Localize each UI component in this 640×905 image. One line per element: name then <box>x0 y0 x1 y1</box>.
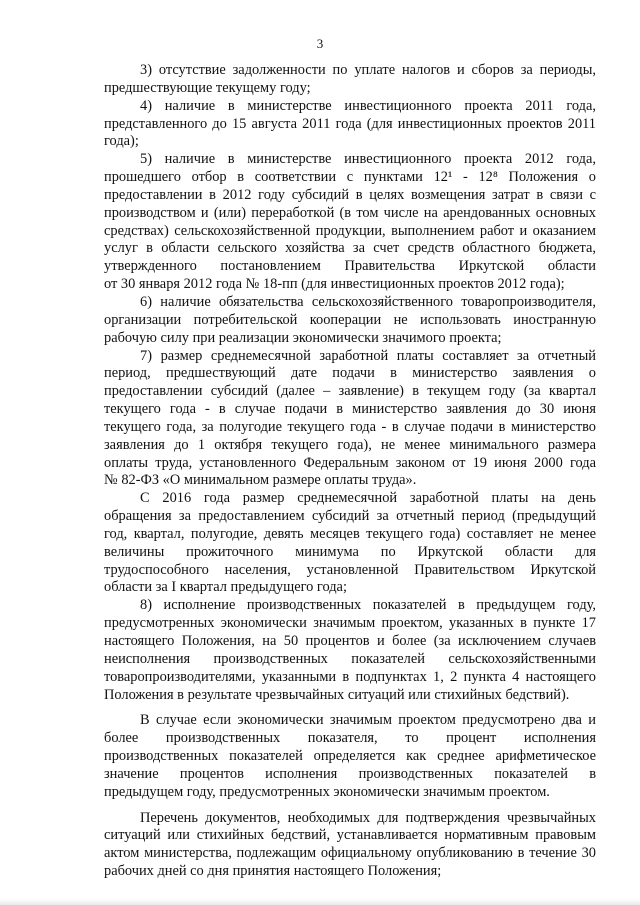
paragraph-p3 <box>104 62 596 98</box>
text-line: неисполнения производственных показателей сельскохозяйственными <box>104 650 596 667</box>
text-line: производством и (или) переработкой (в том числе на арендованных основных <box>104 204 596 221</box>
paragraph-p7 <box>104 348 596 491</box>
text-line: представленного до 15 августа 2011 года (для инвестиционных проектов 2011 <box>104 115 596 132</box>
text-line: 8) исполнение производственных показателей в предыдущем году, <box>140 597 596 614</box>
text-line: № 82-ФЗ «О минимальном размере оплаты труда». <box>104 472 417 489</box>
text-line: В случае если экономически значимым проектом предусмотрено два и <box>140 712 596 729</box>
paragraph-p4 <box>104 98 596 152</box>
text-line: значение процентов исполнения производственных показателей в <box>104 765 596 782</box>
paragraph-p6 <box>104 294 596 348</box>
text-line: предшествующие текущему году; <box>104 79 311 96</box>
text-line: трудоспособного населения, установленной Правительством Иркутской <box>104 561 596 578</box>
text-line: рабочих дней со дня принятия настоящего Положения; <box>104 863 442 880</box>
text-line: текущего года, за полугодие текущего года - в случае подачи в министерство <box>104 418 596 435</box>
text-line: производственных показателей определяется как среднее арифметическое <box>104 748 596 765</box>
text-line: период, предшествующий дате подачи в министерство заявления о <box>104 365 596 382</box>
text-line: средствах) сельскохозяйственной продукции, выполнением работ и оказанием <box>104 222 596 239</box>
text-line: предусмотренных экономически значимым проектом, указанных в пункте 17 <box>104 615 596 632</box>
text-line: Перечень документов, необходимых для подтверждения чрезвычайных <box>140 809 596 826</box>
text-line: текущего года - в случае подачи в министерство заявления до 30 июня <box>104 401 596 418</box>
text-line: от 30 января 2012 года № 18-пп (для инвестиционных проектов 2012 года); <box>104 276 565 293</box>
text-line: прошедшего отбор в соответствии с пунктами 12¹ - 12⁸ Положения о <box>104 169 596 186</box>
text-line: услуг в области сельского хозяйства за счет средств областного бюджета, <box>104 240 596 257</box>
text-line: организации потребительской кооперации не использовать иностранную <box>104 311 596 328</box>
paragraph-p8 <box>104 597 596 704</box>
text-line: утвержденного постановлением Правительства Иркутской области <box>104 258 596 275</box>
text-line: года); <box>104 133 139 150</box>
text-line: ситуаций или стихийных бедствий, устанавливается нормативным правовым <box>104 827 596 844</box>
paragraph-p7b <box>104 490 596 597</box>
document-body <box>104 62 596 881</box>
text-line: 4) наличие в министерстве инвестиционного проекта 2011 года, <box>140 97 596 114</box>
text-line: величины прожиточного минимума по Иркутской области для <box>104 543 596 560</box>
text-line: актом министерства, подлежащим официальному опубликованию в течение 30 <box>104 845 596 862</box>
text-line: С 2016 года размер среднемесячной заработной платы на день <box>140 490 596 507</box>
text-line: 3) отсутствие задолженности по уплате налогов и сборов за периоды, <box>140 62 596 78</box>
text-line: 6) наличие обязательства сельскохозяйственного товаропроизводителя, <box>140 293 596 310</box>
text-line: оплаты труда, установленного Федеральным законом от 19 июня 2000 года <box>104 454 596 471</box>
page-number: 3 <box>316 36 324 51</box>
text-line: 7) размер среднемесячной заработной платы составляет за отчетный <box>140 347 596 364</box>
paragraph-p10 <box>104 810 596 881</box>
text-line: год, квартал, полугодие, девять месяцев текущего года) составляет не менее <box>104 525 596 542</box>
text-line: предоставлении субсидий (далее – заявление) в текущем году (за квартал <box>104 383 596 400</box>
text-line: рабочую силу при реализации экономически значимого проекта; <box>104 329 502 346</box>
scan-edge <box>0 899 640 905</box>
text-line: заявления до 1 октября текущего года), не менее минимального размера <box>104 436 596 453</box>
text-line: области за I квартал предыдущего года; <box>104 579 347 596</box>
text-line: более производственных показателя, то процент исполнения <box>104 730 596 747</box>
text-line: предыдущем году, предусмотренных экономически значимым проектом. <box>104 783 550 800</box>
text-line: Положения в результате чрезвычайных ситуаций или стихийных бедствий). <box>104 686 570 703</box>
text-line: товаропроизводителями, указанными в подпунктах 1, 2 пункта 4 настоящего <box>104 668 596 685</box>
text-line: предоставлении в 2012 году субсидий в целях возмещения затрат в связи с <box>104 186 596 203</box>
paragraph-p5 <box>104 151 596 294</box>
text-line: настоящего Положения, на 50 процентов и более (за исключением случаев <box>104 633 596 649</box>
paragraph-p9 <box>104 712 596 801</box>
text-line: обращения за предоставлением субсидий за отчетный период (предыдущий <box>104 508 596 525</box>
text-line: 5) наличие в министерстве инвестиционного проекта 2012 года, <box>140 151 596 168</box>
